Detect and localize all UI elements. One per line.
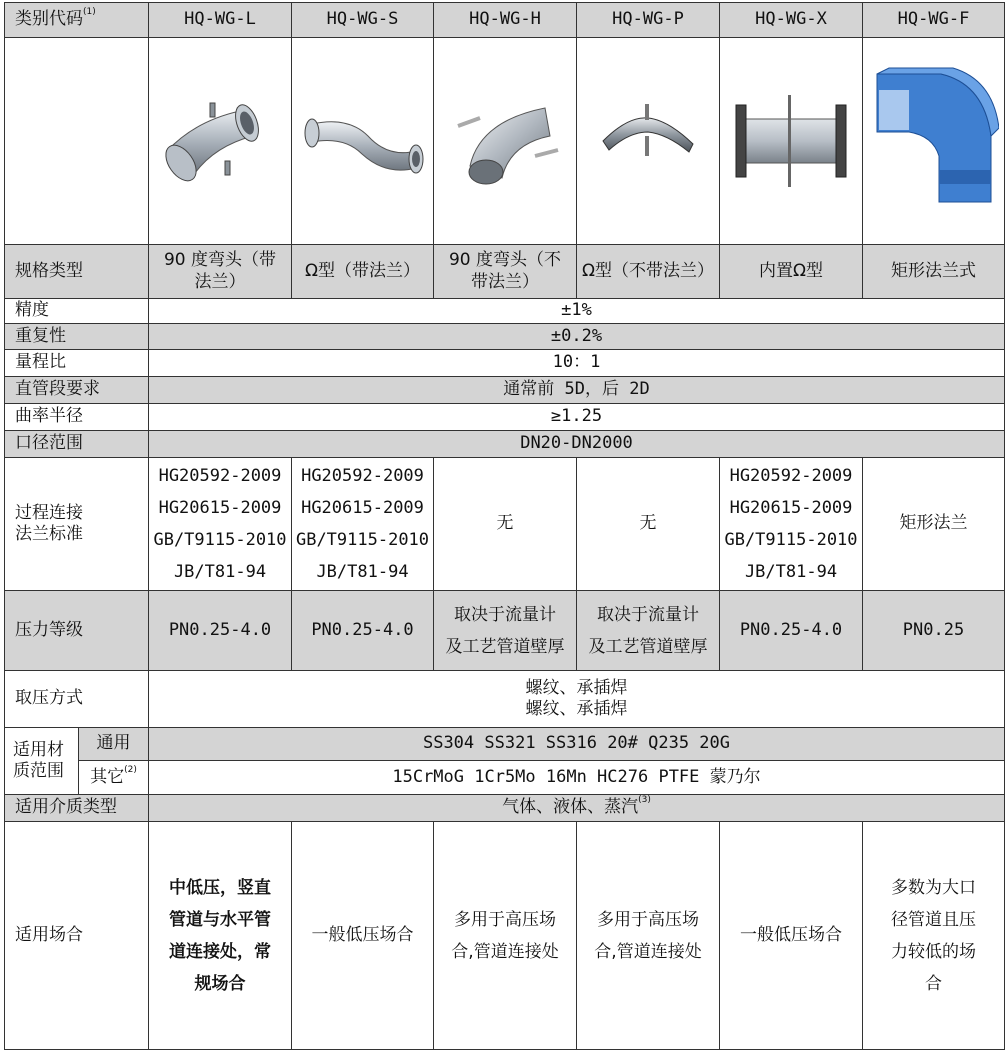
pressure-h: 取决于流量计 及工艺管道壁厚 bbox=[434, 591, 577, 671]
flange-std-s: HG20592-2009 HG20615-2009 GB/T9115-2010 JB/T81-94 bbox=[292, 458, 434, 591]
spec-type-x: 内置Ω型 bbox=[720, 245, 863, 299]
omega-no-flange-image bbox=[583, 96, 713, 186]
pressure-l: PN0.25-4.0 bbox=[149, 591, 292, 671]
pressure-row bbox=[5, 591, 1005, 671]
model-f: HQ-WG-F bbox=[863, 3, 1005, 38]
material-other-row bbox=[5, 761, 1005, 795]
curvature-value: ≥1.25 bbox=[149, 404, 1005, 431]
code-note: (1) bbox=[83, 7, 96, 18]
spec-type-f: 矩形法兰式 bbox=[863, 245, 1005, 299]
material-other-label: 其它 bbox=[90, 766, 125, 787]
accuracy-value: ±1% bbox=[149, 299, 1005, 324]
medium-value-cell bbox=[149, 795, 1005, 822]
repeatability-row bbox=[5, 324, 1005, 350]
application-l: 中低压，竖直 管道与水平管 道连接处，常 规场合 bbox=[149, 822, 292, 1050]
range-ratio-value: 10：1 bbox=[149, 350, 1005, 377]
medium-value: 气体、液体、蒸汽 bbox=[502, 797, 639, 818]
medium-row bbox=[5, 795, 1005, 822]
accuracy-label: 精度 bbox=[5, 299, 149, 324]
application-f: 多数为大口 径管道且压 力较低的场 合 bbox=[863, 822, 1005, 1050]
range-ratio-label: 量程比 bbox=[5, 350, 149, 377]
spec-type-s: Ω型（带法兰） bbox=[292, 245, 434, 299]
flange-std-x: HG20592-2009 HG20615-2009 GB/T9115-2010 JB/T81-94 bbox=[720, 458, 863, 591]
flange-std-l: HG20592-2009 HG20615-2009 GB/T9115-2010 JB/T81-94 bbox=[149, 458, 292, 591]
curvature-row bbox=[5, 404, 1005, 431]
spec-type-l: 90 度弯头（带 法兰） bbox=[149, 245, 292, 299]
pressure-p: 取决于流量计 及工艺管道壁厚 bbox=[577, 591, 720, 671]
spec-type-label: 规格类型 bbox=[5, 245, 149, 299]
elbow-no-flange-image bbox=[440, 86, 570, 196]
tap-row bbox=[5, 671, 1005, 728]
medium-label: 适用介质类型 bbox=[5, 795, 149, 822]
curvature-label: 曲率半径 bbox=[5, 404, 149, 431]
straight-pipe-value: 通常前 5D，后 2D bbox=[149, 377, 1005, 404]
flange-std-h: 无 bbox=[434, 458, 577, 591]
image-s bbox=[292, 38, 434, 245]
material-general-label: 通用 bbox=[79, 728, 149, 761]
medium-note: (3) bbox=[638, 795, 651, 806]
omega-flanged-image bbox=[298, 96, 428, 186]
model-s: HQ-WG-S bbox=[292, 3, 434, 38]
model-x: HQ-WG-X bbox=[720, 3, 863, 38]
material-other-note: (2) bbox=[124, 764, 137, 775]
application-x: 一般低压场合 bbox=[720, 822, 863, 1050]
range-ratio-row bbox=[5, 350, 1005, 377]
spec-table bbox=[4, 2, 1005, 1050]
accuracy-row bbox=[5, 299, 1005, 324]
pressure-label: 压力等级 bbox=[5, 591, 149, 671]
spec-type-h: 90 度弯头（不 带法兰） bbox=[434, 245, 577, 299]
straight-pipe-row bbox=[5, 377, 1005, 404]
spec-type-row bbox=[5, 245, 1005, 299]
image-p bbox=[577, 38, 720, 245]
caliber-value: DN20-DN2000 bbox=[149, 431, 1005, 458]
inline-omega-image bbox=[726, 91, 856, 191]
application-s: 一般低压场合 bbox=[292, 822, 434, 1050]
flange-std-row bbox=[5, 458, 1005, 591]
code-label: 类别代码 bbox=[15, 9, 83, 30]
image-l bbox=[149, 38, 292, 245]
caliber-row bbox=[5, 431, 1005, 458]
elbow-flanged-image bbox=[155, 81, 285, 201]
pressure-s: PN0.25-4.0 bbox=[292, 591, 434, 671]
pressure-f: PN0.25 bbox=[863, 591, 1005, 671]
material-other-value: 15CrMoG 1Cr5Mo 16Mn HC276 PTFE 蒙乃尔 bbox=[149, 761, 1005, 795]
spec-type-p: Ω型（不带法兰） bbox=[577, 245, 720, 299]
image-x bbox=[720, 38, 863, 245]
application-row bbox=[5, 822, 1005, 1050]
tap-label: 取压方式 bbox=[5, 671, 149, 728]
flange-std-p: 无 bbox=[577, 458, 720, 591]
image-row-label bbox=[5, 38, 149, 245]
image-h bbox=[434, 38, 577, 245]
flange-std-label: 过程连接 法兰标准 bbox=[5, 458, 149, 591]
code-label-cell bbox=[5, 3, 149, 38]
header-row bbox=[5, 3, 1005, 38]
repeatability-value: ±0.2% bbox=[149, 324, 1005, 350]
model-p: HQ-WG-P bbox=[577, 3, 720, 38]
material-general-value: SS304 SS321 SS316 20# Q235 20G bbox=[149, 728, 1005, 761]
model-l: HQ-WG-L bbox=[149, 3, 292, 38]
material-label: 适用材 质范围 bbox=[5, 728, 79, 795]
image-f bbox=[863, 38, 1005, 245]
repeatability-label: 重复性 bbox=[5, 324, 149, 350]
model-h: HQ-WG-H bbox=[434, 3, 577, 38]
image-row bbox=[5, 38, 1005, 245]
material-general-row bbox=[5, 728, 1005, 761]
application-p: 多用于高压场 合,管道连接处 bbox=[577, 822, 720, 1050]
tap-value: 螺纹、承插焊 螺纹、承插焊 bbox=[149, 671, 1005, 728]
flange-std-f: 矩形法兰 bbox=[863, 458, 1005, 591]
straight-pipe-label: 直管段要求 bbox=[5, 377, 149, 404]
pressure-x: PN0.25-4.0 bbox=[720, 591, 863, 671]
caliber-label: 口径范围 bbox=[5, 431, 149, 458]
rectangular-duct-image bbox=[869, 66, 999, 216]
application-label: 适用场合 bbox=[5, 822, 149, 1050]
application-h: 多用于高压场 合,管道连接处 bbox=[434, 822, 577, 1050]
material-other-label-cell bbox=[79, 761, 149, 795]
